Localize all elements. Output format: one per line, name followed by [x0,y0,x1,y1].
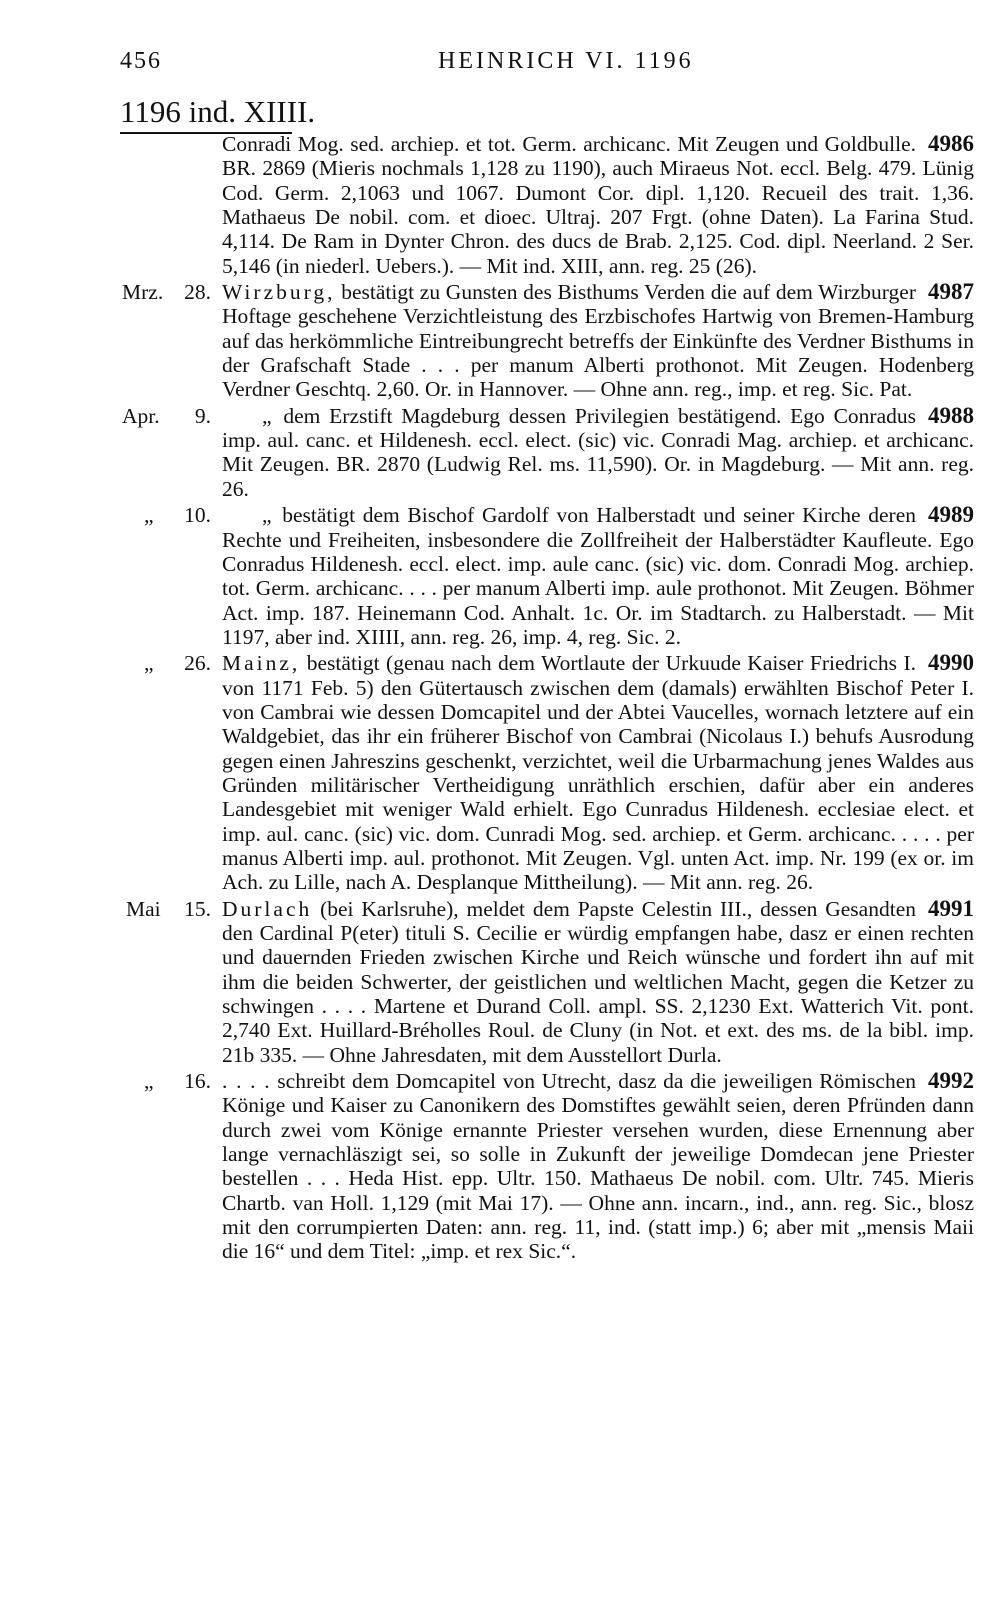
entry-day: 16. [184,1069,211,1094]
regest-entry-4986 [0,132,1000,278]
regest-number: 4989 [928,502,974,528]
regest-list [0,132,1000,1264]
entry-month: „ [144,503,154,528]
entry-body [222,132,974,278]
entry-day: 28. [184,280,211,305]
entry-text: bestätigt zu Gunsten des Bisthums Verden die auf dem Wirzburger Hoftage geschehene Verzichtleistung des Erzbischofes Hartwig von Bremen-Hamburg auf das herkömmliche Eintreibungrecht betreffs der Einkünfte des Verdner Bisthums in der Grafschaft Stade . . . per manum Alberti prothonot. Mit Zeugen. Hodenberg Verdner Geschtq. 2,60. Or. in Hannover. — Ohne ann. reg., imp. et reg. Sic. Pat. [222,280,974,402]
entry-day: 15. [184,896,211,921]
entry-body [222,897,974,1067]
entry-body [222,280,974,402]
regest-entry-4987 [0,280,1000,402]
entry-text: bestätigt (genau nach dem Wortlaute der Urkuude Kaiser Friedrichs I. von 1171 Feb. 5) den Gütertausch zwischen dem (damals) erwählten Bischof Peter I. von Cambrai wie dessen Domcapitel und der Abtei Vaucelles, wornach letztere auf ein Waldgebiet, das ihr ein früherer Bischof von Cambrai (Nicolaus I.) behufs Ausrodung gegen einen Jahreszins geschenkt, verzichtet, weil die Urbarmachung jenes Waldes aus Gründen militärischer Vertheidigung unräthlich erschien, dafür aber ein anderes Landesgebiet mit weniger Wald erhielt. Ego Cunradus Hildenesh. ecclesiae elect. et imp. aul. canc. (sic) vic. dom. Cunradi Mog. sed. archiep. et Germ. archicanc. . . . . per manus Alberti imp. aul. prothonot. Mit Zeugen. Vgl. unten Act. imp. Nr. 199 (ex or. im Ach. zu Lille, nach A. Desplanque Mittheilung). — Mit ann. reg. 26. [222,651,974,895]
entry-date [0,404,215,430]
regest-entry-4992 [0,1069,1000,1264]
entry-text: bestätigt dem Bischof Gardolf von Halberstadt und seiner Kirche deren Rechte und Freiheiten, insbesondere die Zollfreiheit der Halberstädter Kaufleute. Ego Conradus Hildenesh. eccl. elect. imp. aule canc. (sic) vic. dom. Conradi Mog. archiep. tot. Germ. archicanc. . . . per manum Alberti imp. aule prothonot. Mit Zeugen. Böhmer Act. imp. 187. Heinemann Cod. Anhalt. 1c. Or. im Stadtarch. zu Halberstadt. — Mit 1197, aber ind. XIIII, ann. reg. 26, imp. 4, reg. Sic. 2. [222,503,974,649]
entry-body [222,651,974,894]
entry-text: schreibt dem Domcapitel von Utrecht, dasz da die jeweiligen Römischen Könige und Kaiser zu Canonikern des Domstiftes gewählt seien, deren Pfründen dann durch zwei vom Könige ernannte Priester versehen wurden, diese Ernennung aber lange vernachläszigt sei, so solle in Zukunft der jeweilige Domdecan jene Priester bestellen . . . Heda Hist. epp. Ultr. 150. Mathaeus De nobil. com. Ultr. 745. Mieris Chartb. van Holl. 1,129 (mit Mai 17). — Ohne ann. incarn., ind., ann. reg. Sic., blosz mit den corrumpierten Daten: ann. reg. 11, ind. (statt imp.) 6; aber mit „mensis Maii die 16“ und dem Titel: „imp. et rex Sic.“. [222,1069,974,1264]
entry-date [0,503,215,529]
regest-number: 4990 [928,650,974,676]
year-heading: 1196 ind. XIIII. [120,94,316,129]
entry-day: 10. [184,503,211,528]
entry-body [222,1069,974,1264]
entry-text: (bei Karlsruhe), meldet dem Papste Celestin III., dessen Gesandten den Cardinal P(eter) tituli S. Cecilie er würdig empfangen habe, dasz er einen rechten und dauernden Frieden zwischen Kirche und Reich wünsche und fordert ihn auf mit ihm die beiden Schwerter, der geistlichen und weltlichen Macht, gegen die Ketzer zu schwingen . . . . Martene et Durand Coll. ampl. SS. 2,1230 Ext. Watterich Vit. pont. 2,740 Ext. Huillard-Bréholles Roul. de Cluny (in Not. et ext. des ms. de la bibl. imp. 21b 335. — Ohne Jahresdaten, mit dem Ausstellort Durla. [222,896,974,1067]
entry-place: Durlach [222,896,313,921]
regest-entry-4989 [0,503,1000,649]
regest-number: 4986 [928,131,974,156]
entry-place: „ [262,503,275,528]
entry-place: . . . . [222,1069,271,1094]
entry-month: Apr. [122,403,160,428]
entry-day: 26. [184,651,211,676]
entry-body [222,503,974,649]
entry-date [0,1069,215,1095]
entry-place: „ [262,403,275,428]
entry-body [222,404,974,501]
entry-date [0,651,215,677]
entry-date [0,280,215,306]
regest-entry-4991 [0,897,1000,1067]
page-header [120,48,980,82]
entry-month: Mai [126,896,161,921]
regest-number: 4987 [928,279,974,305]
entry-month: Mrz. [122,280,164,305]
entry-month: „ [144,1069,154,1094]
running-title: HEINRICH VI. 1196 [438,48,694,74]
page-number: 456 [120,48,162,74]
entry-day: 9. [194,403,211,428]
entry-text: dem Erzstift Magdeburg dessen Privilegien bestätigend. Ego Conradus imp. aul. canc. et Hildenesh. eccl. elect. (sic) vic. Conradi Mag. archiep. et archicanc. Mit Zeugen. BR. 2870 (Ludwig Rel. ms. 11,590). Or. in Magdeburg. — Mit ann. reg. 26. [222,403,974,501]
regest-entry-4988 [0,404,1000,501]
regest-number: 4992 [928,1068,974,1094]
entry-month: „ [144,651,154,676]
entry-date [0,132,215,158]
regest-number: 4991 [928,895,974,921]
entry-date [0,897,215,923]
regest-entry-4990 [0,651,1000,894]
entry-place: Mainz, [222,651,301,676]
regest-number: 4988 [928,402,974,428]
entry-place: Wirzburg, [222,280,336,305]
entry-text: Conradi Mog. sed. archiep. et tot. Germ. archicanc. Mit Zeugen und Goldbulle. BR. 2869 (Mieris nochmals 1,128 zu 1190), auch Miraeus Not. eccl. Belg. 479. Lünig Cod. Germ. 2,1063 und 1067. Dumont Cor. dipl. 1,120. Recueil des trait. 1,36. Mathaeus De nobil. com. et dioec. Ultraj. 207 Frgt. (ohne Daten). La Farina Stud. 4,114. De Ram in Dynter Chron. des ducs de Brab. 2,125. Cod. dipl. Neerland. 2 Ser. 5,146 (in niederl. Uebers.). — Mit ind. XIII, ann. reg. 25 (26). [222,132,974,278]
